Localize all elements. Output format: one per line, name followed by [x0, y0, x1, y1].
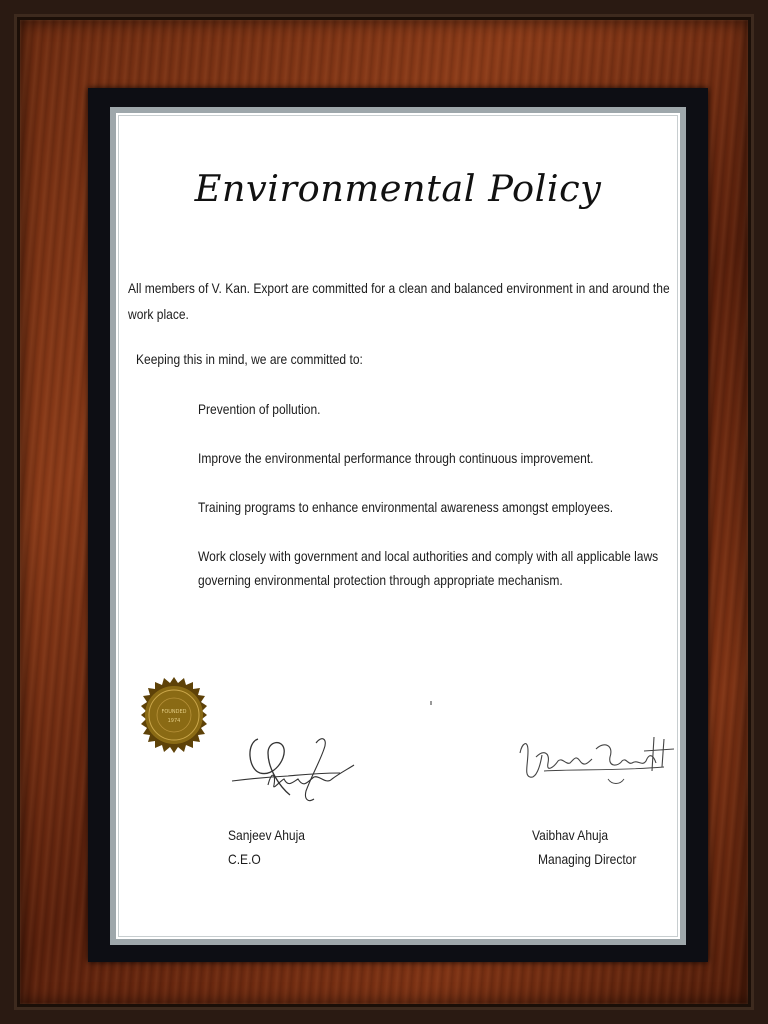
- signatory-managing-director: [532, 823, 636, 871]
- certificate-content: [116, 113, 680, 939]
- certificate-paper: [110, 107, 686, 945]
- commitment-item: Work closely with government and local authorities and comply with all applicable laws governing environmental protection through appropriate mechanism.: [198, 548, 659, 588]
- gold-seal-icon: [136, 677, 212, 753]
- policy-intro: All members of V. Kan. Export are committed for a clean and balanced environment in and around the work place.: [128, 280, 670, 322]
- commitment-item: Training programs to enhance environmental awareness amongst employees.: [198, 499, 614, 515]
- commitment-item: Improve the environmental performance through continuous improvement.: [198, 450, 594, 466]
- signatory-name: Sanjeev Ahuja: [228, 827, 305, 843]
- ink-speck: [430, 701, 432, 705]
- black-mat: [88, 88, 708, 962]
- certificate-title: Environmental Policy: [194, 169, 602, 210]
- seal-text-top: FOUNDED: [161, 709, 187, 715]
- commitment-list: [198, 397, 680, 617]
- signature-sanjeev-ahuja: [228, 729, 364, 811]
- signatory-ceo: [228, 823, 305, 871]
- seal-text-year: 1974: [167, 718, 181, 724]
- signature-vaibhav-ahuja: [514, 727, 682, 799]
- commitment-item: Prevention of pollution.: [198, 401, 321, 417]
- policy-lead-in: Keeping this in mind, we are committed to:: [136, 351, 363, 367]
- signatory-name: Vaibhav Ahuja: [532, 827, 609, 843]
- signatory-role: C.E.O: [228, 851, 261, 867]
- signatory-role: Managing Director: [538, 851, 637, 867]
